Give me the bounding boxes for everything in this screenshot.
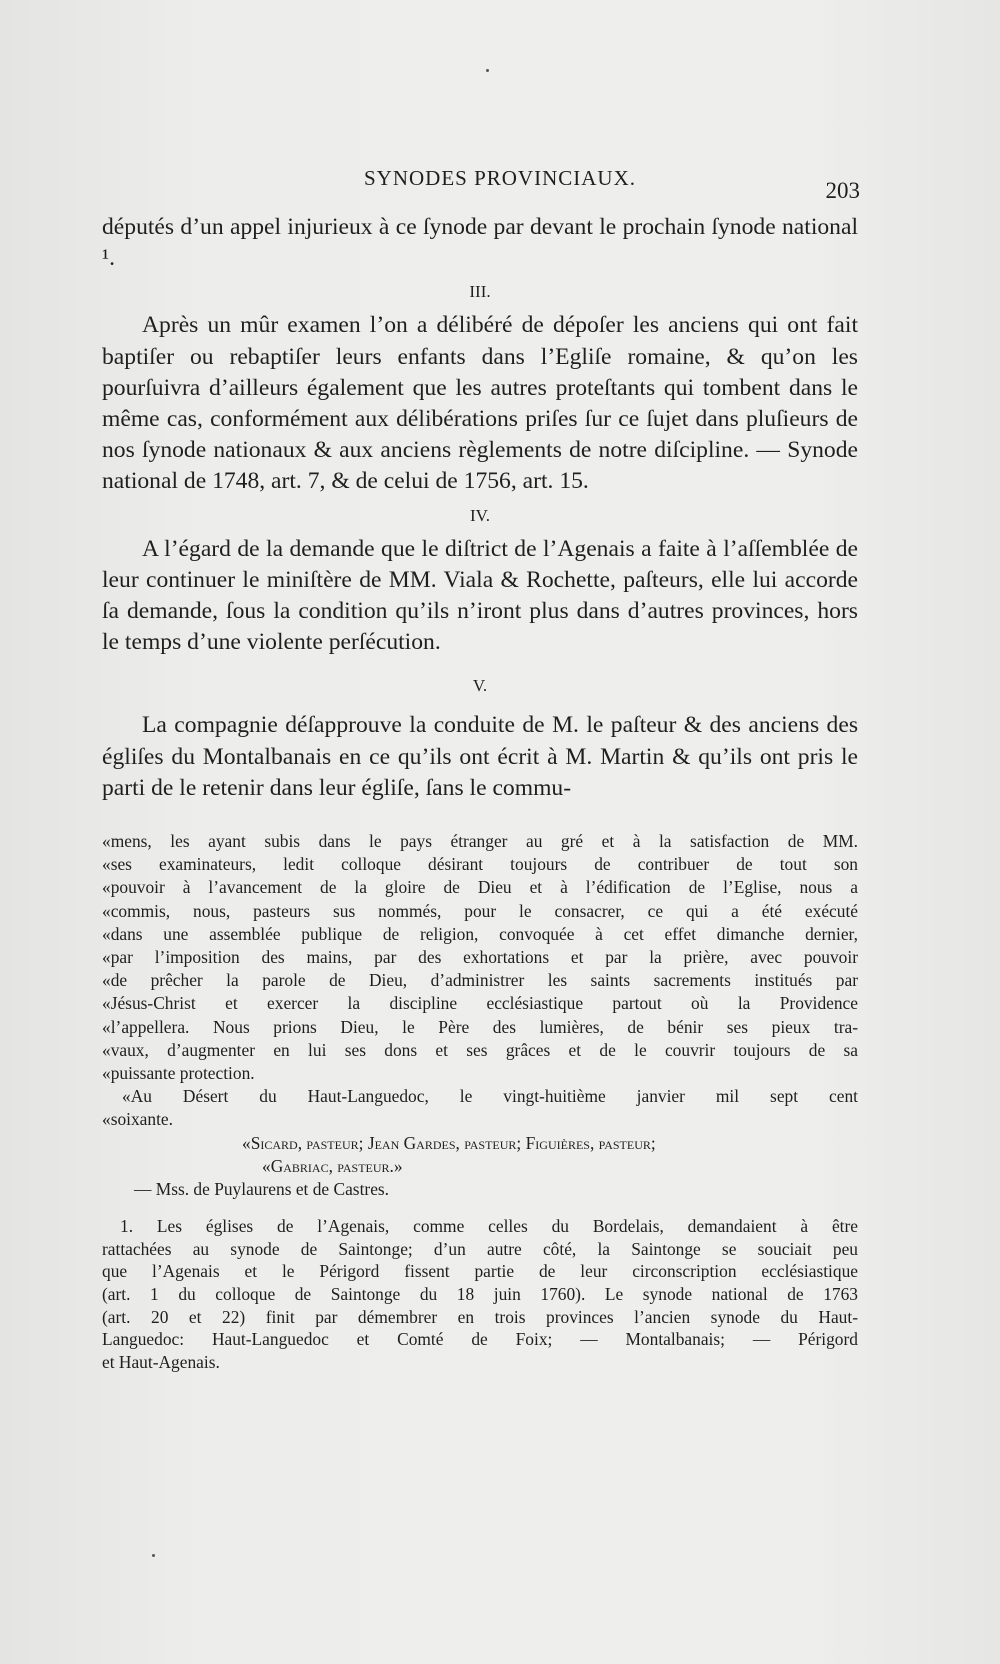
quote-line: «par l’imposition des mains, par des exhortations et par la prière, avec pouvoir [102, 947, 858, 968]
footnote-line: 1. Les églises de l’Agenais, comme celles du Bordelais, demandaient à être [120, 1216, 858, 1237]
quote-line: «commis, nous, pasteurs sus nommés, pour le consacrer, ce qui a été exécuté [102, 900, 858, 921]
section-number-4: IV. [470, 505, 490, 525]
quote-line: «pouvoir à l’avancement de la gloire de Dieu et à l’édification de l’Eglise, nous a [102, 877, 858, 898]
section-3-paragraph: Après un mûr examen l’on a délibéré de dépoſer les anciens qui ont fait baptiſer ou rebaptiſer leurs enfants dans l’Egliſe romaine, & qu’on les pourſuivra d’ailleurs également que les autres proteſtants qui tombent dans le même cas, conformément aux délibérations priſes ſur ce ſujet dans pluſieurs de nos ſynode nationaux & aux anciens règlements de notre diſcipline. — Synode national de 1748, art. 7, & de celui de 1756, art. 15. [102, 312, 858, 495]
intro-paragraph: députés d’un appel injurieux à ce ſynode par devant le prochain ſynode national ¹. [102, 214, 858, 272]
footnote-line: (art. 1 du colloque de Saintonge du 18 juin 1760). Le synode national de 1763 [102, 1284, 858, 1305]
section-5-paragraph: La compagnie déſapprouve la conduite de M. le paſteur & des anciens des égliſes du Montalbanais en ce qu’ils ont écrit à M. Martin & qu’ils ont pris le parti de le retenir dans leur égliſe, ſans le commu- [102, 712, 858, 801]
footnote-line: que l’Agenais et le Périgord fissent partie de leur circonscription ecclésiastique [102, 1261, 858, 1282]
footnote [102, 1215, 858, 1373]
quote-line: «vaux, d’augmenter en lui ses dons et ses grâces et de le couvrir toujours de sa [102, 1039, 858, 1060]
quoted-document [102, 830, 858, 1201]
quote-line: «l’appellera. Nous prions Dieu, le Père des lumières, de bénir ses pieux tra- [102, 1016, 858, 1037]
quote-line: «puissante protection. [102, 1063, 255, 1084]
page-body [102, 212, 858, 1373]
quote-date-line: «soixante. [102, 1109, 173, 1130]
quote-line: «mens, les ayant subis dans le pays étranger au gré et à la satisfaction de MM. [102, 831, 858, 852]
section-4-paragraph: A l’égard de la demande que le diſtrict de l’Agenais a faite à l’aſſemblée de leur continuer le miniſtère de MM. Viala & Rochette, paſteurs, elle lui accorde ſa demande, ſous la condition qu’ils n’iront plus dans d’autres provinces, hors le temps d’une violente perſécution. [102, 535, 858, 656]
signature-line: «Sicard, pasteur; Jean Gardes, pasteur; Figuières, pasteur; [242, 1132, 656, 1153]
quote-date-line: «Au Désert du Haut-Languedoc, le vingt-huitième janvier mil sept cent [122, 1086, 858, 1107]
ink-speck [152, 1554, 155, 1557]
footnote-line: Languedoc: Haut-Languedoc et Comté de Foix; — Montalbanais; — Périgord [102, 1329, 858, 1350]
footnote-line: et Haut-Agenais. [102, 1351, 220, 1372]
signature-line: «Gabriac, pasteur.» [262, 1155, 403, 1176]
main-text [102, 212, 858, 804]
quote-line: «dans une assemblée publique de religion, convoquée à cet effet dimanche dernier, [102, 923, 858, 944]
footnote-line: (art. 20 et 22) finit par démembrer en trois provinces l’ancien synode du Haut- [102, 1306, 858, 1327]
ink-speck [486, 69, 489, 72]
quote-line: «de prêcher la parole de Dieu, d’administrer les saints sacrements institués par [102, 970, 858, 991]
footnote-line: rattachées au synode de Saintonge; d’un autre côté, la Saintonge se souciait peu [102, 1238, 858, 1259]
quote-line: «Jésus-Christ et exercer la discipline ecclésiastique partout où la Providence [102, 993, 858, 1014]
running-head: SYNODES PROVINCIAUX. [363, 166, 637, 190]
quote-line: «ses examinateurs, ledit colloque désirant toujours de contribuer de tout son [102, 854, 858, 875]
section-number-5: V. [472, 676, 488, 696]
section-number-3: III. [469, 282, 491, 302]
source-citation: — Mss. de Puylaurens et de Castres. [134, 1179, 390, 1200]
page-number: 203 [825, 178, 860, 203]
